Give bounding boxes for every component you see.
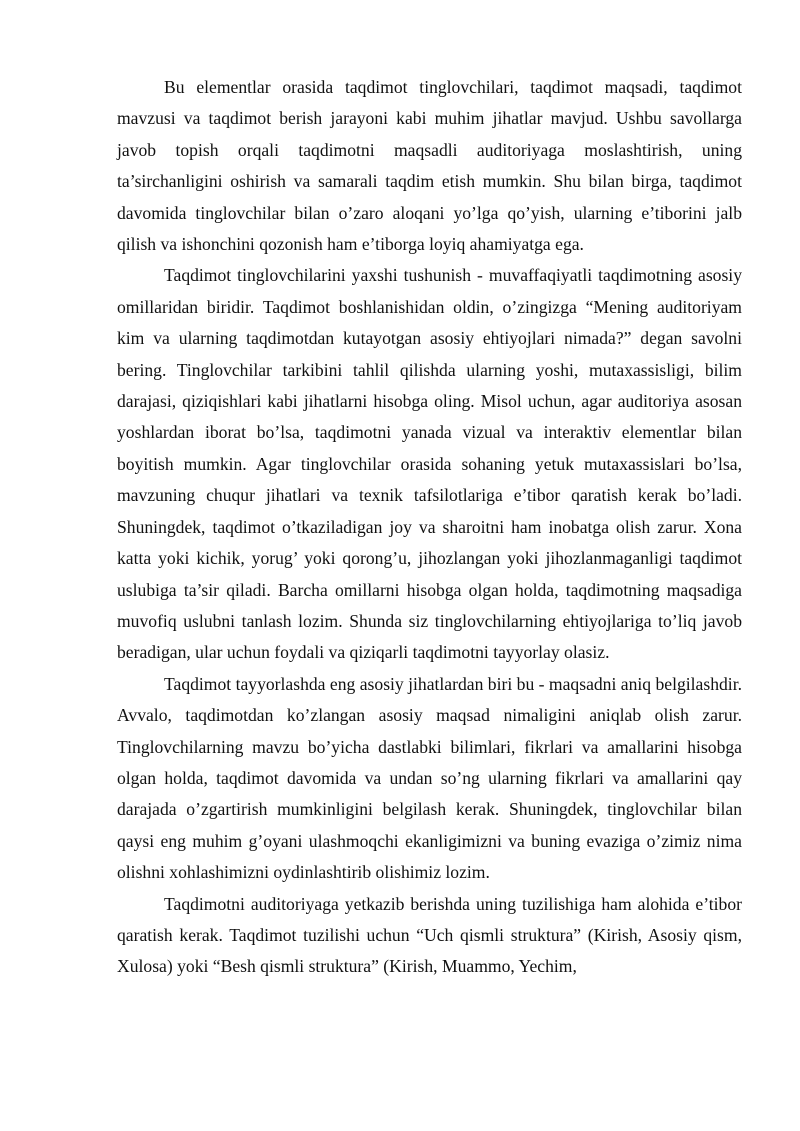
paragraph-4: Taqdimotni auditoriyaga yetkazib berishda uning tuzilishiga ham alohida e’tibor qaratish kerak. Taqdimot tuzilishi uchun “Uch qismli struktura” (Kirish, Asosiy qism, Xulosa) yoki “Besh qismli struktura” (Kirish, Muammo, Yechim, [117,893,742,977]
paragraph-1: Bu elementlar orasida taqdimot tinglovchilari, taqdimot maqsadi, taqdimot mavzusi va taqdimot berish jarayoni kabi muhim jihatlar mavjud. Ushbu savollarga javob topish orqali taqdimotni maqsadli auditoriyaga moslashtirish, uning ta’sirchanligini oshirish va samarali taqdim etish mumkin. Shu bilan birga, taqdimot davomida tinglovchilar bilan o’zaro aloqani yo’lga qo’yish, ularning e’tiborini jalb qilish va ishonchini qozonish ham e’tiborga loyiq ahamiyatga ega. [117,77,742,255]
paragraph-2: Taqdimot tinglovchilarini yaxshi tushunish - muvaffaqiyatli taqdimotning asosiy omillaridan biridir. Taqdimot boshlanishidan oldin, o’zingizga “Mening auditoriyam kim va ularning taqdimotdan kutayotgan asosiy ehtiyojlari nimada?” degan savolni bering. Tinglovchilar tarkibini tahlil qilishda ularning yoshi, mutaxassisligi, bilim darajasi, qiziqishlari kabi jihatlarni hisobga oling. Misol uchun, agar auditoriya asosan yoshlardan iborat bo’lsa, taqdimotni yanada vizual va interaktiv elementlar bilan boyitish mumkin. Agar tinglovchilar orasida sohaning yetuk mutaxassislari bo’lsa, mavzuning chuqur jihatlari va texnik tafsilotlariga e’tibor qaratish kerak bo’ladi. Shuningdek, taqdimot o’tkaziladigan joy va sharoitni ham inobatga olish zarur. Xona katta yoki kichik, yorug’ yoki qorong’u, jihozlangan yoki jihozlanmaganligi taqdimot uslubiga ta’sir qiladi. Barcha omillarni hisobga olgan holda, taqdimotning maqsadiga muvofiq uslubni tanlash lozim. Shunda siz tinglovchilarning ehtiyojlariga to’liq javob beradigan, ular uchun foydali va qiziqarli taqdimotni tayyorlay olasiz. [117,265,742,663]
paragraph-3: Taqdimot tayyorlashda eng asosiy jihatlardan biri bu - maqsadni aniq belgilashdir. Avvalo, taqdimotdan ko’zlangan asosiy maqsad nimaligini aniqlab olish zarur. Tinglovchilarning mavzu bo’yicha dastlabki bilimlari, fikrlari va amallarini hisobga olgan holda, taqdimot davomida va undan so’ng ularning fikrlari va amallarini qay darajada o’zgartirish mumkinligini belgilash kerak. Shuningdek, tinglovchilar bilan qaysi eng muhim g’oyani ulashmoqchi ekanligimizni va buning evaziga o’zimiz nima olishni xohlashimizni oydinlashtirib olishimiz lozim. [117,673,742,883]
